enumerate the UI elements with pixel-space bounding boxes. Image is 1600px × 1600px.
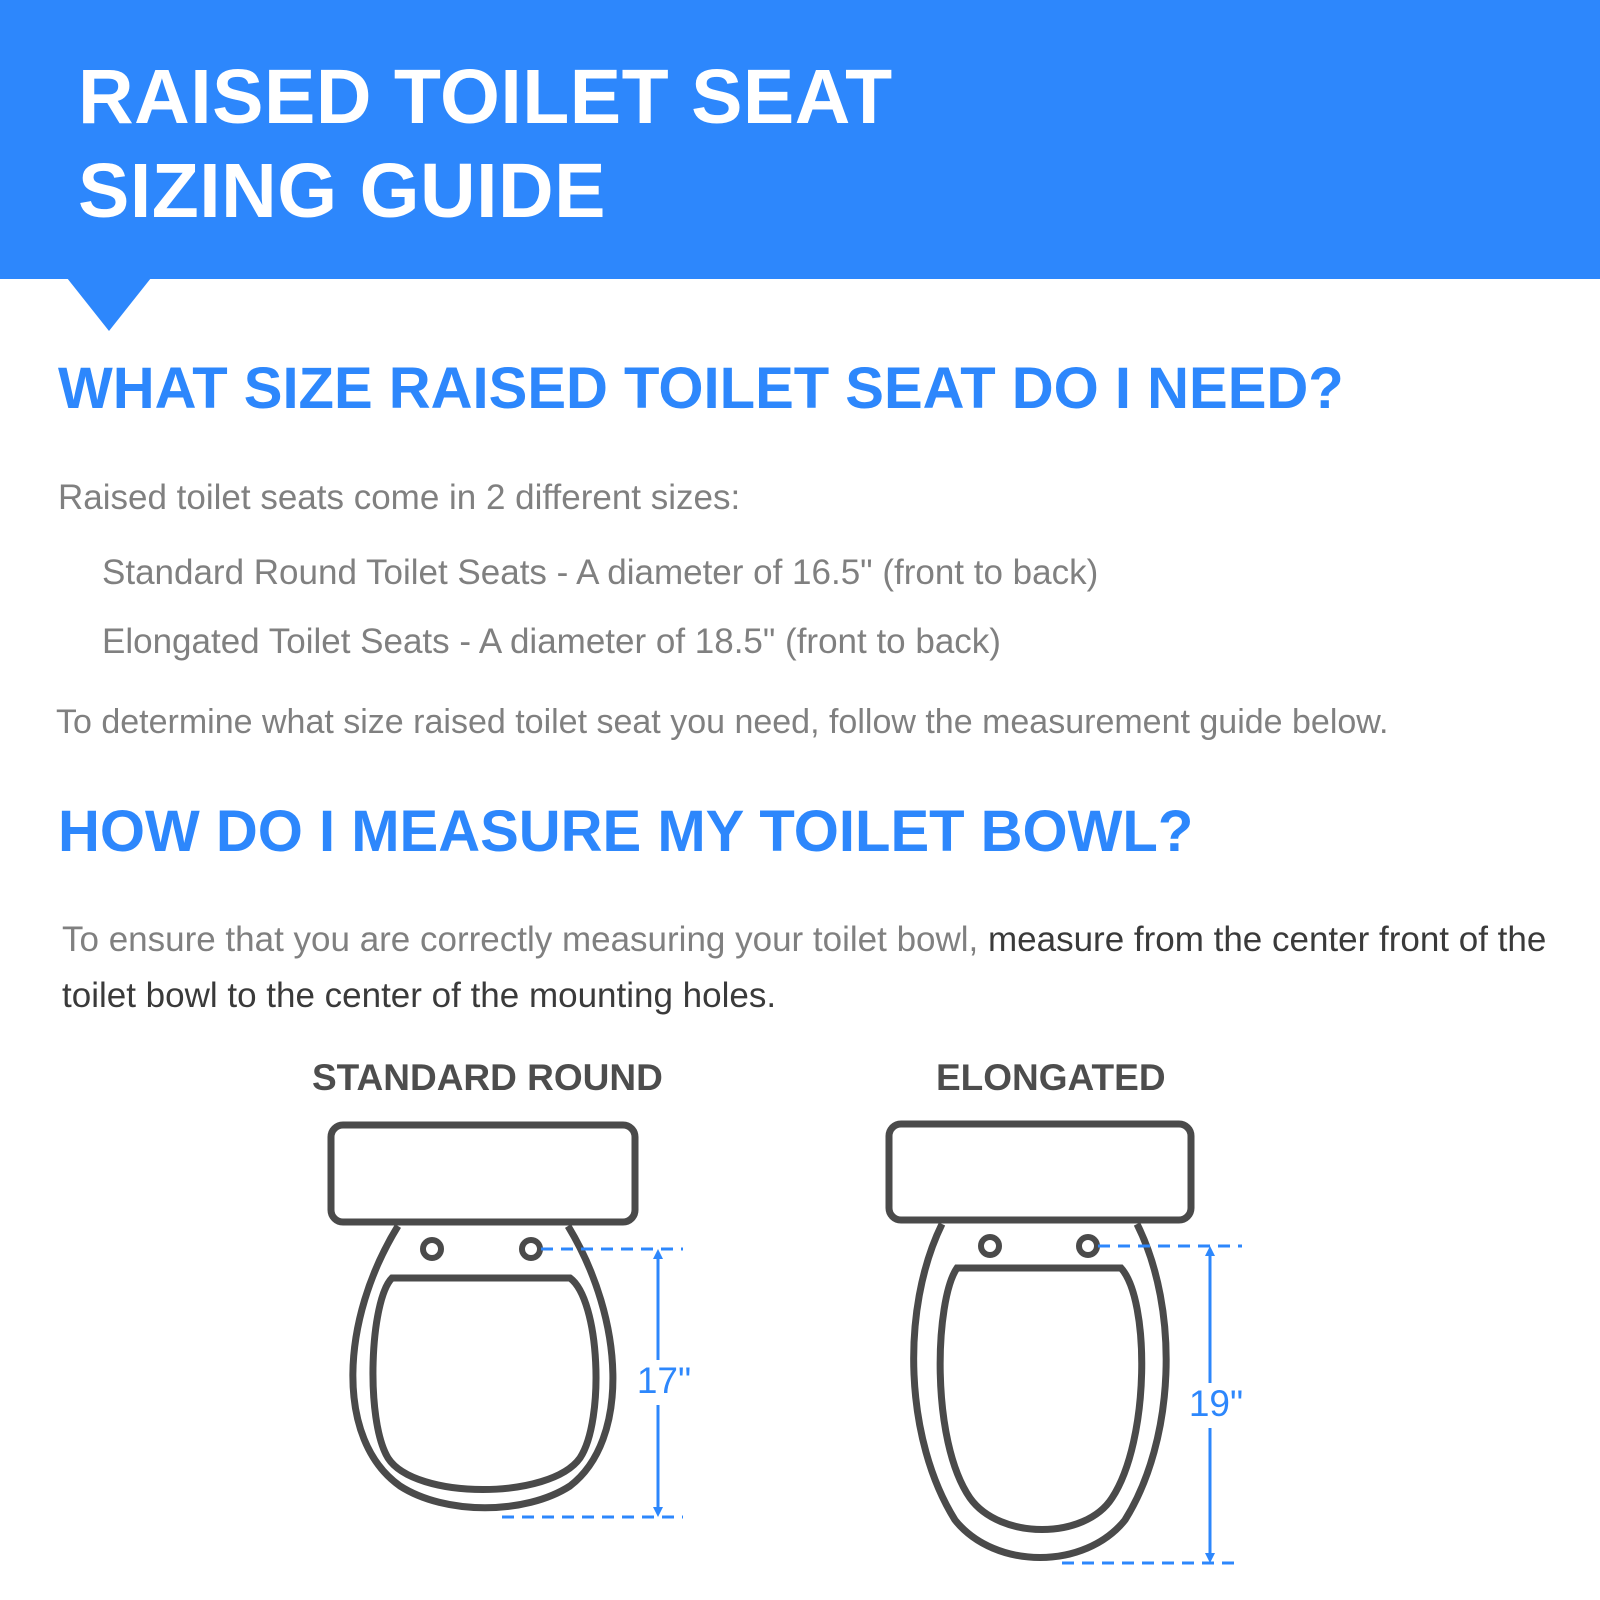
- measure-text-plain: To ensure that you are correctly measuring your toilet bowl,: [62, 920, 988, 959]
- size-section-heading: WHAT SIZE RAISED TOILET SEAT DO I NEED?: [58, 356, 1344, 421]
- round-measurement-label: 17": [636, 1360, 692, 1401]
- standard-round-toilet-diagram: [331, 1125, 691, 1517]
- round-toilet-tank: [331, 1125, 635, 1222]
- elongated-measurement-label: 19": [1188, 1383, 1244, 1424]
- round-mounting-hole-right: [522, 1240, 540, 1258]
- elongated-mounting-hole-right: [1079, 1237, 1097, 1255]
- standard-round-label: STANDARD ROUND: [312, 1057, 663, 1098]
- measure-section-heading: HOW DO I MEASURE MY TOILET BOWL?: [58, 799, 1194, 864]
- title-line-1: RAISED TOILET SEAT: [78, 54, 893, 140]
- size-option-standard: Standard Round Toilet Seats - A diameter of 16.5" (front to back): [102, 553, 1099, 592]
- size-intro-text: Raised toilet seats come in 2 different sizes:: [58, 478, 741, 517]
- round-toilet-bowl-opening: [373, 1278, 596, 1490]
- elongated-toilet-tank: [889, 1124, 1191, 1220]
- elongated-toilet-diagram: [889, 1124, 1243, 1563]
- title-line-2: SIZING GUIDE: [78, 148, 606, 234]
- follow-guide-text: To determine what size raised toilet seat you need, follow the measurement guide below.: [56, 703, 1389, 741]
- elongated-mounting-hole-left: [981, 1237, 999, 1255]
- elongated-label: ELONGATED: [936, 1057, 1166, 1098]
- elongated-toilet-bowl-opening: [940, 1268, 1142, 1530]
- round-mounting-hole-left: [423, 1240, 441, 1258]
- measure-text-emphasis: measure from the center front of the toilet bowl to the center of the mounting holes.: [62, 920, 1547, 1015]
- size-option-elongated: Elongated Toilet Seats - A diameter of 18.5" (front to back): [102, 622, 1001, 661]
